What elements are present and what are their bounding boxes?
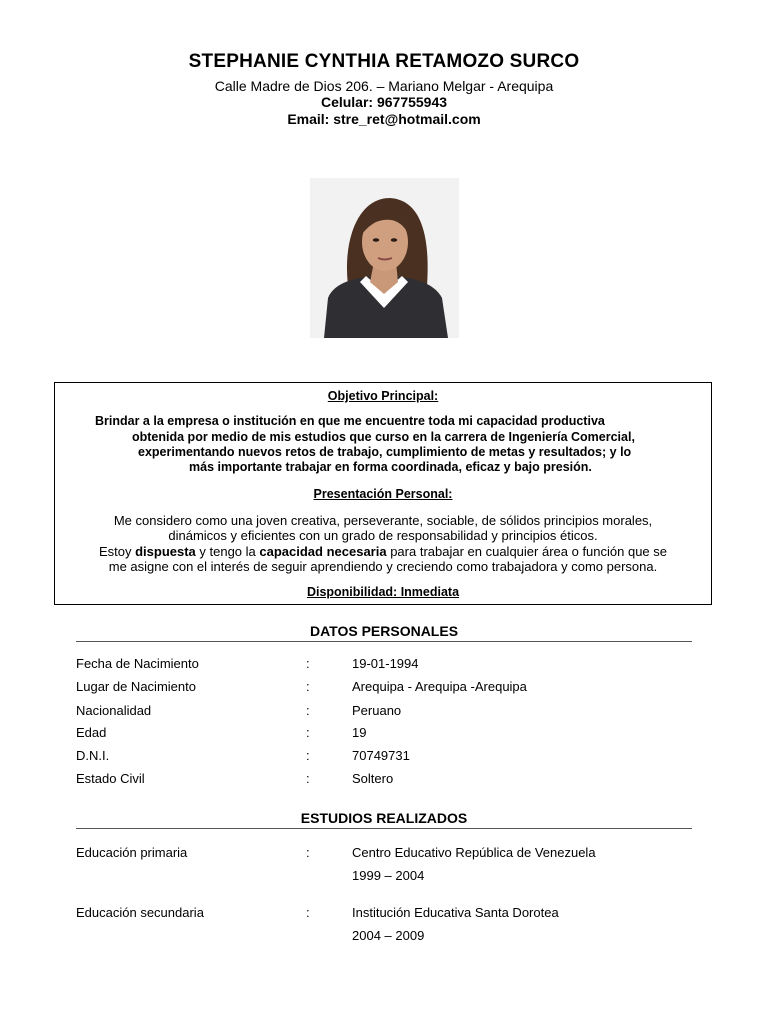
- objective-title: Objetivo Principal:: [327, 389, 439, 403]
- section-divider: [76, 641, 692, 642]
- objective-line-4: más importante trabajar en forma coordinada, eficaz y bajo presión.: [189, 460, 592, 474]
- row-colon: :: [306, 771, 310, 786]
- studies-title: ESTUDIOS REALIZADOS: [300, 810, 468, 826]
- personal-data-title: DATOS PERSONALES: [309, 623, 459, 639]
- presentation-text: Estoy: [98, 544, 136, 559]
- row-label: Educación secundaria: [76, 905, 204, 920]
- presentation-title: Presentación Personal:: [313, 487, 453, 501]
- presentation-line-2: dinámicos y eficientes con un grado de responsabilidad y principios éticos.: [168, 528, 598, 543]
- row-value: Institución Educativa Santa Dorotea: [352, 905, 559, 920]
- row-colon: :: [306, 905, 310, 920]
- row-colon: :: [306, 656, 310, 671]
- objective-line-1: Brindar a la empresa o institución en que me encuentre toda mi capacidad productiva: [95, 414, 605, 428]
- row-value: 19-01-1994: [352, 656, 419, 671]
- row-label: Lugar de Nacimiento: [76, 679, 196, 694]
- row-value: 19: [352, 725, 367, 740]
- row-value: Centro Educativo República de Venezuela: [352, 845, 596, 860]
- row-colon: :: [306, 679, 310, 694]
- presentation-text: para trabajar en cualquier área o función que se: [386, 544, 668, 559]
- row-label: D.N.I.: [76, 748, 110, 763]
- candidate-name: STEPHANIE CYNTHIA RETAMOZO SURCO: [188, 51, 580, 72]
- objective-line-3: experimentando nuevos retos de trabajo, cumplimiento de metas y resultados; y lo: [138, 445, 632, 459]
- row-years: 1999 – 2004: [352, 868, 425, 883]
- row-colon: :: [306, 748, 310, 763]
- row-label: Edad: [76, 725, 107, 740]
- row-value: Soltero: [352, 771, 394, 786]
- objective-line-2: obtenida por medio de mis estudios que curso en la carrera de Ingeniería Comercial,: [132, 430, 635, 444]
- email: Email: stre_ret@hotmail.com: [287, 111, 481, 127]
- row-colon: :: [306, 725, 310, 740]
- section-divider: [76, 828, 692, 829]
- presentation-bold: capacidad necesaria: [259, 544, 387, 559]
- presentation-line-4: me asigne con el interés de seguir aprendiendo y creciendo como trabajadora y como persona.: [108, 559, 658, 574]
- availability: Disponibilidad: Inmediata: [306, 585, 460, 599]
- row-value: 70749731: [352, 748, 410, 763]
- row-label: Estado Civil: [76, 771, 145, 786]
- presentation-line-3: [55, 544, 711, 559]
- presentation-text: y tengo la: [195, 544, 260, 559]
- row-label: Educación primaria: [76, 845, 188, 860]
- row-colon: :: [306, 703, 310, 718]
- phone: Celular: 967755943: [320, 94, 448, 110]
- row-label: Fecha de Nacimiento: [76, 656, 199, 671]
- row-years: 2004 – 2009: [352, 928, 425, 943]
- row-label: Nacionalidad: [76, 703, 152, 718]
- profile-photo: [310, 178, 459, 338]
- row-colon: :: [306, 845, 310, 860]
- row-value: Arequipa - Arequipa -Arequipa: [352, 679, 527, 694]
- address: Calle Madre de Dios 206. – Mariano Melgar - Arequipa: [214, 78, 554, 94]
- presentation-bold: dispuesta: [135, 544, 196, 559]
- row-value: Peruano: [352, 703, 402, 718]
- objective-box: [54, 382, 712, 605]
- presentation-line-1: Me considero como una joven creativa, perseverante, sociable, de sólidos principios morales,: [113, 513, 653, 528]
